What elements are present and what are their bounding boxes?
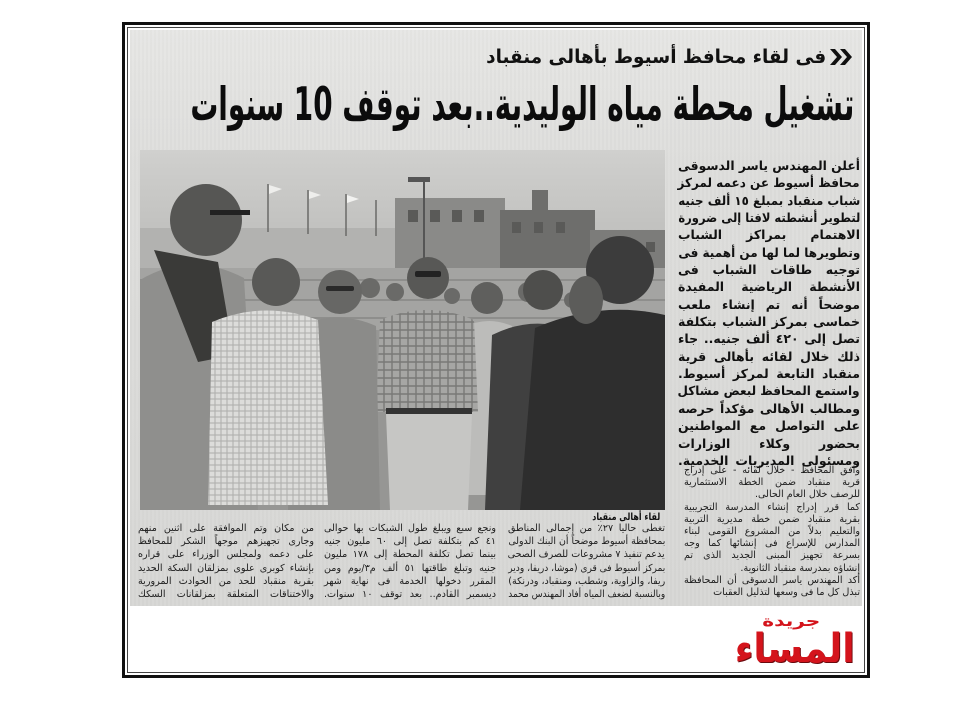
- text-line: يدعم تنفيذ ٧ مشروعات للصرف الصحى: [508, 549, 665, 561]
- article-kicker: [486, 43, 826, 71]
- text-line: شباب منقباد بمبلغ ١٥ ألف جنيه: [678, 192, 860, 208]
- text-line: الأنشطة الرياضية المفيدة: [678, 279, 860, 295]
- text-line: ذلك خلال لقائه بأهالى قرية: [678, 348, 860, 364]
- body-column-left: [138, 522, 314, 601]
- text-line: إنشاؤه بمدرسة منقباد الثانوية.: [740, 562, 860, 574]
- text-line: للرصف خلال العام الحالى.: [755, 489, 860, 501]
- double-chevron-icon: [830, 48, 854, 66]
- text-line: بإنشاء كوبرى علوى بمزلقان السكة الحديد: [138, 562, 314, 574]
- article-headline: [190, 74, 854, 134]
- text-line: ومسئولى المديريات الخدمية.: [678, 452, 860, 468]
- text-line: واستمع المحافظ لبعض مشاكل: [678, 383, 860, 399]
- text-line: منقباد التابعة لمركز أسيوط.: [678, 366, 860, 382]
- paragraph: [684, 502, 860, 575]
- text-line: بسرعة تجهيز المبنى الجديد الذى تم: [684, 550, 860, 562]
- body-column-middle: [324, 522, 496, 601]
- text-line: المقرر دخولها الخدمة فى نهاية شهر: [324, 575, 496, 587]
- text-line: بمركز أسيوط فى قرى (موشا، دريفا، ودير: [508, 562, 665, 574]
- text-line: ونجع سبع ويبلغ طول الشبكات بها حوالى: [324, 523, 496, 534]
- text-line: تصل إلى ٤٢٠ ألف جنيه.. جاء: [678, 331, 860, 347]
- text-line: المدارس للإسراع فى إنشائها كما وجه: [684, 538, 860, 550]
- text-line: قرية منقباد ضمن الخطة الاستثمارية: [684, 477, 860, 489]
- text-line: ريفا، والزاوية، وشطب، ومنقباد، ودرنكة): [508, 575, 665, 587]
- text-line: على التواصل مع المواطنين: [678, 418, 860, 434]
- lead-column: [678, 157, 860, 469]
- text-line: توجيه طاقات الشباب فى: [678, 262, 860, 278]
- newspaper-clipping: [130, 30, 862, 606]
- text-line: وافق المحافظ - خلال لقائه - على إدراج: [684, 465, 860, 476]
- newspaper-logo: [735, 628, 855, 670]
- text-line: والتعليم بدلاً من المشروع القومى لبناء: [684, 526, 860, 538]
- text-line: بينما تصل تكلفة المحطة إلى ١٧٨ مليون: [324, 549, 497, 561]
- text-line: خماسى بمركز الشباب بتكلفة: [678, 314, 860, 330]
- text-line: وبالنسبة لضعف المياه أفاد المهندس محمد: [508, 589, 665, 601]
- text-line: تغطى حاليا ٢٧٪ من إجمالى المناطق: [508, 523, 665, 534]
- body-column-right: [508, 522, 665, 601]
- text-line: لتطوير أنشطته لافتا إلى ضرورة: [678, 210, 860, 226]
- text-line: والاختناقات المتعلقة بمزلقانات السكك: [138, 589, 314, 601]
- text-line: بمحافظة أسيوط موضحاً أن البنك الدولى: [508, 536, 665, 548]
- logo-label-text: جريدة: [762, 612, 820, 630]
- headline-text: تشغيل محطة مياه الوليدية..بعد توقف 10 سنوات: [190, 77, 854, 131]
- logo-name-text: المساء: [735, 626, 855, 672]
- text-line: أكد المهندس ياسر الدسوقى أن المحافظة: [684, 574, 860, 586]
- text-line: موضحاً أنه تم إنشاء ملعب: [678, 296, 860, 312]
- paragraph: [684, 575, 860, 599]
- text-line: وجارى تجهيزهم موجهاً الشكر للمحافظ: [138, 536, 314, 548]
- text-line: ومطالب الأهالى مؤكداً حرصه: [678, 400, 860, 416]
- kicker-text: فى لقاء محافظ أسيوط بأهالى منقباد: [486, 46, 826, 68]
- text-line: على دعمه ولمجلس الوزراء على قراره: [138, 549, 314, 561]
- photo-image: [140, 150, 665, 510]
- text-line: بحضور وكلاء الوزارات: [678, 435, 860, 451]
- caption-text: لقاء أهالى منقباد: [592, 512, 660, 523]
- text-line: جنيه وتبلغ طاقتها ٥١ ألف م٣/يوم ومن: [324, 562, 496, 574]
- text-line: ٤١ كم بتكلفة تصل إلى ٦٠ مليون جنيه: [324, 536, 496, 548]
- text-line: الاهتمام بمراكز الشباب: [678, 227, 860, 243]
- text-line: ديسمبر القادم.. بعد توقف ١٠ سنوات.: [324, 589, 496, 601]
- text-line: بقرية منقباد للحد من الحوادث المرورية: [138, 575, 314, 587]
- text-line: أعلن المهندس ياسر الدسوقى: [678, 158, 860, 173]
- text-line: محافظ أسيوط عن دعمه لمركز: [678, 175, 860, 191]
- text-line: تبذل كل ما فى وسعها لتذليل العقبات: [713, 587, 860, 599]
- news-photo: [140, 150, 665, 510]
- sidebar-column: [684, 465, 860, 599]
- text-line: وتطويرها لما لها من أهمية فى: [678, 244, 860, 260]
- paragraph: [684, 465, 860, 502]
- text-line: بقرية منقباد ضمن خطة مديرية التربية: [684, 513, 860, 525]
- text-line: من مكان وتم الموافقة على اثنين منهم: [138, 523, 314, 534]
- text-line: كما قرر إدراج إنشاء المدرسة التجريبية: [684, 501, 860, 513]
